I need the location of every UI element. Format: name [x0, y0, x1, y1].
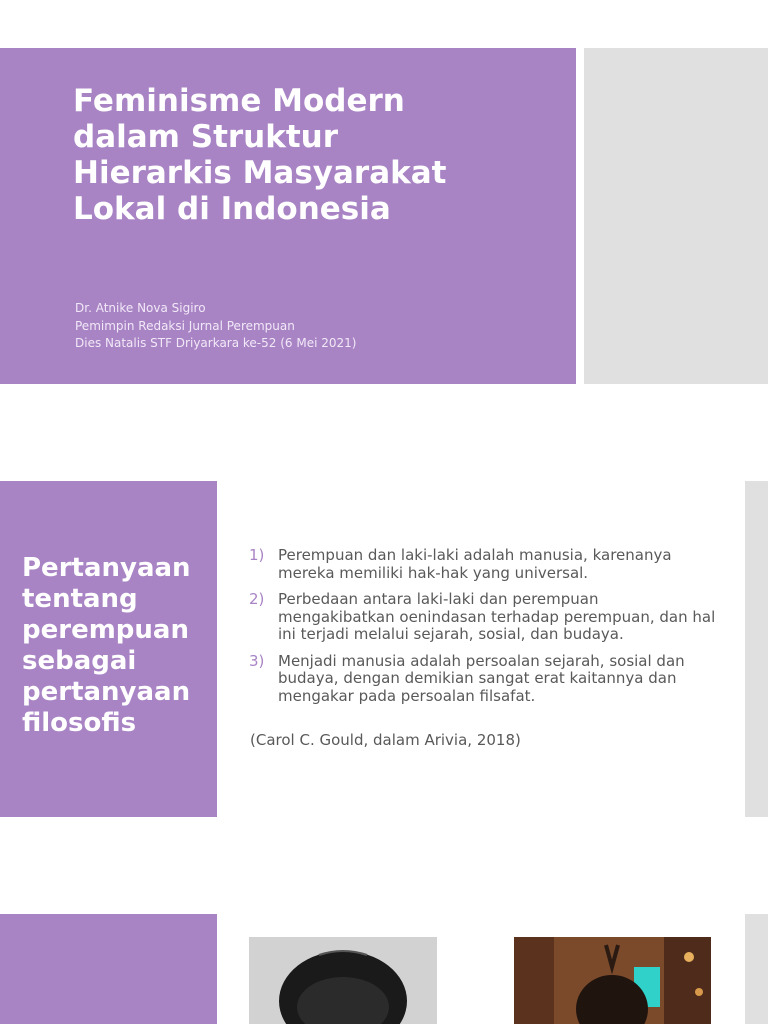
citation: (Carol C. Gould, dalam Arivia, 2018) [250, 731, 521, 749]
title-slide-side-panel [584, 48, 768, 384]
slide2-title: Pertanyaan tentang perempuan sebagai pertanyaan filosofis [22, 553, 191, 738]
slide2-side-panel [745, 481, 768, 817]
portrait-color-image [514, 937, 711, 1024]
slide3-side-panel [745, 914, 768, 1024]
list-item-text: Perempuan dan laki-laki adalah manusia, karenanya mereka memiliki hak-hak yang universal. [278, 546, 672, 582]
list-item [249, 591, 719, 644]
author-role: Pemimpin Redaksi Jurnal Perempuan [75, 318, 295, 333]
portrait-bw-image [249, 937, 437, 1024]
list-item-number: 2) [249, 590, 265, 608]
portrait-photo-color [514, 937, 711, 1024]
list-item-number: 1) [249, 546, 265, 564]
event-info: Dies Natalis STF Driyarkara ke-52 (6 Mei 2021) [75, 336, 357, 350]
portrait-photo-bw [249, 937, 437, 1024]
list-item [249, 653, 719, 706]
list-item [249, 547, 719, 582]
author-name: Dr. Atnike Nova Sigiro [75, 301, 206, 315]
list-item-number: 3) [249, 651, 265, 670]
list-item-text: Perbedaan antara laki-laki dan perempuan mengakibatkan oenindasan terhadap perempuan, dan hal ini terjadi melalui sejarah, sosial, dan budaya. [278, 590, 716, 643]
presentation-title: Feminisme Modern dalam Struktur Hierarkis Masyarakat Lokal di Indonesia [73, 83, 447, 227]
points-list [249, 547, 719, 714]
presenter-info [75, 300, 555, 353]
list-item-text: Menjadi manusia adalah persoalan sejarah, sosial dan budaya, dengan demikian sangat erat kaitannya dan mengakar pada persoalan filsafat. [278, 651, 685, 705]
slide3-title-panel [0, 914, 217, 1024]
